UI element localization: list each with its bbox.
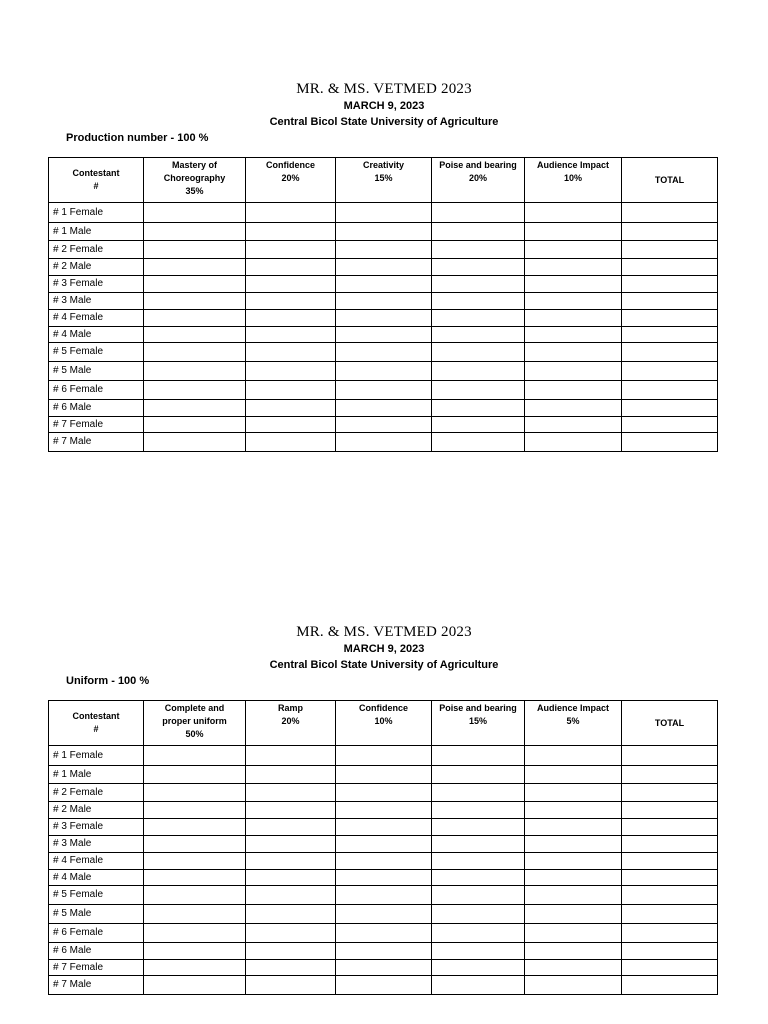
score-cell[interactable]: [144, 853, 246, 870]
score-cell[interactable]: [525, 293, 622, 310]
score-cell[interactable]: [144, 327, 246, 343]
header-line: Audience Impact: [536, 703, 610, 713]
total-cell[interactable]: [622, 417, 718, 433]
contestant-cell: # 1 Male: [49, 766, 144, 784]
total-cell[interactable]: [622, 381, 718, 400]
header-line: 35%: [185, 186, 204, 196]
header-line: Poise and bearing: [439, 160, 517, 170]
contestant-cell: # 2 Male: [49, 802, 144, 819]
total-cell[interactable]: [622, 293, 718, 310]
score-rows: [49, 203, 718, 452]
score-cell[interactable]: [432, 293, 525, 310]
total-cell[interactable]: [622, 905, 718, 924]
score-cell[interactable]: [144, 819, 246, 836]
table-row: [49, 853, 718, 870]
score-cell[interactable]: [336, 362, 432, 381]
total-cell[interactable]: [622, 327, 718, 343]
score-cell[interactable]: [336, 433, 432, 452]
header-row: [49, 158, 718, 203]
score-cell[interactable]: [246, 417, 336, 433]
score-cell[interactable]: [144, 400, 246, 417]
score-cell[interactable]: [336, 853, 432, 870]
header-line: Audience Impact: [536, 160, 610, 170]
score-cell[interactable]: [525, 886, 622, 905]
header-line: TOTAL: [654, 717, 685, 728]
score-cell[interactable]: [336, 766, 432, 784]
score-cell[interactable]: [525, 259, 622, 276]
score-cell[interactable]: [432, 343, 525, 362]
score-cell[interactable]: [246, 886, 336, 905]
total-cell[interactable]: [622, 766, 718, 784]
contestant-cell: # 1 Female: [49, 203, 144, 223]
contestant-cell: # 3 Male: [49, 836, 144, 853]
score-cell[interactable]: [144, 766, 246, 784]
score-cell[interactable]: [432, 853, 525, 870]
total-cell[interactable]: [622, 276, 718, 293]
contestant-cell: # 6 Female: [49, 924, 144, 943]
score-cell[interactable]: [336, 870, 432, 886]
score-cell[interactable]: [246, 905, 336, 924]
score-cell[interactable]: [525, 417, 622, 433]
score-cell[interactable]: [432, 802, 525, 819]
table-row: [49, 203, 718, 223]
header-line: #: [93, 724, 99, 734]
score-cell[interactable]: [525, 853, 622, 870]
score-cell[interactable]: [336, 924, 432, 943]
table-row: [49, 433, 718, 452]
contestant-cell: # 7 Female: [49, 960, 144, 976]
score-cell[interactable]: [144, 905, 246, 924]
table-row: [49, 960, 718, 976]
total-cell[interactable]: [622, 223, 718, 241]
contestant-cell: # 2 Male: [49, 259, 144, 276]
score-cell[interactable]: [336, 802, 432, 819]
score-cell[interactable]: [246, 241, 336, 259]
col-header-total: [622, 701, 718, 746]
score-cell[interactable]: [525, 223, 622, 241]
table-row: [49, 223, 718, 241]
contestant-cell: # 5 Male: [49, 362, 144, 381]
score-cell[interactable]: [432, 924, 525, 943]
score-cell[interactable]: [432, 976, 525, 995]
total-cell[interactable]: [622, 836, 718, 853]
total-cell[interactable]: [622, 310, 718, 327]
score-cell[interactable]: [336, 784, 432, 802]
score-cell[interactable]: [246, 327, 336, 343]
score-cell[interactable]: [525, 746, 622, 766]
header-line: Contestant: [72, 711, 120, 721]
score-cell[interactable]: [246, 784, 336, 802]
score-cell[interactable]: [246, 960, 336, 976]
col-header-criterion: [144, 158, 246, 203]
contestant-cell: # 4 Male: [49, 327, 144, 343]
score-cell[interactable]: [525, 343, 622, 362]
score-cell[interactable]: [144, 802, 246, 819]
score-cell[interactable]: [144, 746, 246, 766]
contestant-cell: # 2 Female: [49, 241, 144, 259]
table-row: [49, 241, 718, 259]
header-line: Contestant: [72, 168, 120, 178]
score-cell[interactable]: [144, 381, 246, 400]
total-cell[interactable]: [622, 362, 718, 381]
header-line: Poise and bearing: [439, 703, 517, 713]
header-row: [49, 701, 718, 746]
header-line: 20%: [281, 173, 300, 183]
score-cell[interactable]: [246, 400, 336, 417]
total-cell[interactable]: [622, 343, 718, 362]
score-cell[interactable]: [336, 343, 432, 362]
score-cell[interactable]: [432, 417, 525, 433]
score-cell[interactable]: [432, 203, 525, 223]
score-cell[interactable]: [336, 327, 432, 343]
score-cell[interactable]: [432, 327, 525, 343]
score-cell[interactable]: [336, 259, 432, 276]
header-line: Creativity: [362, 160, 405, 170]
contestant-cell: # 1 Female: [49, 746, 144, 766]
score-cell[interactable]: [432, 433, 525, 452]
total-cell[interactable]: [622, 886, 718, 905]
header-line: 15%: [468, 716, 487, 726]
score-cell[interactable]: [525, 362, 622, 381]
score-cell[interactable]: [144, 276, 246, 293]
score-cell[interactable]: [246, 746, 336, 766]
score-cell[interactable]: [246, 310, 336, 327]
score-cell[interactable]: [246, 836, 336, 853]
score-cell[interactable]: [144, 203, 246, 223]
score-cell[interactable]: [246, 381, 336, 400]
total-cell[interactable]: [622, 241, 718, 259]
header-line: Confidence: [265, 160, 315, 170]
col-header-criterion: [144, 701, 246, 746]
col-header-criterion: [246, 701, 336, 746]
score-cell[interactable]: [144, 241, 246, 259]
contestant-cell: # 6 Male: [49, 400, 144, 417]
score-cell[interactable]: [525, 381, 622, 400]
score-cell[interactable]: [246, 203, 336, 223]
header-line: proper uniform: [162, 716, 227, 726]
total-cell[interactable]: [622, 870, 718, 886]
score-cell[interactable]: [432, 310, 525, 327]
total-cell[interactable]: [622, 819, 718, 836]
score-cell[interactable]: [246, 853, 336, 870]
col-header-total: [622, 158, 718, 203]
score-cell[interactable]: [246, 259, 336, 276]
table-row: [49, 259, 718, 276]
table-row: [49, 417, 718, 433]
score-cell[interactable]: [432, 943, 525, 960]
total-cell[interactable]: [622, 853, 718, 870]
total-cell[interactable]: [622, 802, 718, 819]
score-cell[interactable]: [525, 976, 622, 995]
score-cell[interactable]: [336, 417, 432, 433]
total-cell[interactable]: [622, 976, 718, 995]
score-cell[interactable]: [525, 924, 622, 943]
score-cell[interactable]: [144, 924, 246, 943]
score-cell[interactable]: [246, 276, 336, 293]
table-row: [49, 836, 718, 853]
header-line: Mastery of: [171, 160, 217, 170]
score-cell[interactable]: [525, 241, 622, 259]
score-cell[interactable]: [525, 802, 622, 819]
score-cell[interactable]: [336, 223, 432, 241]
score-cell[interactable]: [246, 819, 336, 836]
col-header-criterion: [525, 701, 622, 746]
score-cell[interactable]: [432, 870, 525, 886]
table-row: [49, 766, 718, 784]
event-venue: Central Bicol State University of Agriculture: [269, 659, 499, 671]
score-cell[interactable]: [525, 433, 622, 452]
score-table: [48, 700, 718, 995]
score-cell[interactable]: [525, 327, 622, 343]
col-header-contestant: [49, 158, 144, 203]
header-line: TOTAL: [654, 174, 685, 185]
score-cell[interactable]: [432, 960, 525, 976]
score-cell[interactable]: [336, 836, 432, 853]
total-cell[interactable]: [622, 943, 718, 960]
header-line: 5%: [566, 716, 580, 726]
score-cell[interactable]: [144, 362, 246, 381]
score-cell[interactable]: [144, 870, 246, 886]
score-cell[interactable]: [144, 976, 246, 995]
score-cell[interactable]: [432, 905, 525, 924]
score-cell[interactable]: [432, 784, 525, 802]
table-row: [49, 819, 718, 836]
total-cell[interactable]: [622, 203, 718, 223]
score-cell[interactable]: [144, 433, 246, 452]
score-cell[interactable]: [432, 362, 525, 381]
col-header-criterion: [432, 701, 525, 746]
score-cell[interactable]: [144, 886, 246, 905]
score-cell[interactable]: [336, 960, 432, 976]
header-line: 15%: [374, 173, 393, 183]
col-header-contestant: [49, 701, 144, 746]
contestant-cell: # 7 Male: [49, 976, 144, 995]
score-cell[interactable]: [525, 766, 622, 784]
score-cell[interactable]: [432, 819, 525, 836]
table-row: [49, 976, 718, 995]
total-cell[interactable]: [622, 746, 718, 766]
col-header-criterion: [525, 158, 622, 203]
header-line: 10%: [374, 716, 393, 726]
table-row: [49, 400, 718, 417]
table-row: [49, 276, 718, 293]
header-line: Choreography: [163, 173, 226, 183]
contestant-cell: # 7 Female: [49, 417, 144, 433]
score-cell[interactable]: [525, 943, 622, 960]
score-cell[interactable]: [432, 276, 525, 293]
score-cell[interactable]: [144, 310, 246, 327]
score-cell[interactable]: [525, 310, 622, 327]
col-header-criterion: [336, 158, 432, 203]
total-cell[interactable]: [622, 400, 718, 417]
header-line: 50%: [185, 729, 204, 739]
score-cell[interactable]: [525, 960, 622, 976]
score-cell[interactable]: [432, 836, 525, 853]
score-cell[interactable]: [336, 381, 432, 400]
contestant-cell: # 6 Female: [49, 381, 144, 400]
total-cell[interactable]: [622, 960, 718, 976]
score-cell[interactable]: [336, 819, 432, 836]
table-row: [49, 293, 718, 310]
score-cell[interactable]: [336, 293, 432, 310]
score-cell[interactable]: [525, 400, 622, 417]
score-cell[interactable]: [525, 203, 622, 223]
score-cell[interactable]: [432, 259, 525, 276]
score-cell[interactable]: [246, 976, 336, 995]
table-row: [49, 381, 718, 400]
header-line: Complete and: [164, 703, 225, 713]
header-line: 20%: [281, 716, 300, 726]
score-cell[interactable]: [525, 836, 622, 853]
total-cell[interactable]: [622, 784, 718, 802]
score-cell[interactable]: [246, 943, 336, 960]
table-row: [49, 746, 718, 766]
score-cell[interactable]: [336, 400, 432, 417]
contestant-cell: # 1 Male: [49, 223, 144, 241]
score-cell[interactable]: [336, 241, 432, 259]
contestant-cell: # 4 Female: [49, 310, 144, 327]
score-cell[interactable]: [246, 362, 336, 381]
score-cell[interactable]: [525, 276, 622, 293]
score-cell[interactable]: [336, 976, 432, 995]
contestant-cell: # 4 Male: [49, 870, 144, 886]
event-date: MARCH 9, 2023: [343, 643, 425, 655]
contestant-cell: # 5 Female: [49, 343, 144, 362]
score-cell[interactable]: [336, 886, 432, 905]
score-cell[interactable]: [144, 960, 246, 976]
score-cell[interactable]: [525, 784, 622, 802]
table-row: [49, 784, 718, 802]
score-cell[interactable]: [432, 766, 525, 784]
contestant-cell: # 5 Male: [49, 905, 144, 924]
score-cell[interactable]: [246, 924, 336, 943]
category-label: Production number - 100 %: [66, 132, 209, 144]
table-row: [49, 802, 718, 819]
score-cell[interactable]: [432, 746, 525, 766]
contestant-cell: # 3 Male: [49, 293, 144, 310]
score-cell[interactable]: [246, 433, 336, 452]
score-cell[interactable]: [144, 343, 246, 362]
score-cell[interactable]: [246, 293, 336, 310]
event-venue: Central Bicol State University of Agriculture: [269, 116, 499, 128]
contestant-cell: # 6 Male: [49, 943, 144, 960]
score-cell[interactable]: [144, 784, 246, 802]
event-title: MR. & MS. VETMED 2023: [296, 624, 472, 640]
score-cell[interactable]: [246, 802, 336, 819]
col-header-criterion: [246, 158, 336, 203]
table-row: [49, 343, 718, 362]
table-row: [49, 943, 718, 960]
score-rows: [49, 746, 718, 995]
col-header-criterion: [432, 158, 525, 203]
score-cell[interactable]: [246, 766, 336, 784]
score-cell[interactable]: [525, 819, 622, 836]
table-row: [49, 924, 718, 943]
score-cell[interactable]: [432, 223, 525, 241]
score-cell[interactable]: [144, 417, 246, 433]
score-cell[interactable]: [525, 870, 622, 886]
score-cell[interactable]: [432, 381, 525, 400]
score-cell[interactable]: [336, 943, 432, 960]
header-line: #: [93, 181, 99, 191]
event-title: MR. & MS. VETMED 2023: [296, 81, 472, 97]
score-cell[interactable]: [144, 836, 246, 853]
score-cell[interactable]: [336, 746, 432, 766]
score-cell[interactable]: [246, 870, 336, 886]
col-header-criterion: [336, 701, 432, 746]
event-date: MARCH 9, 2023: [343, 100, 425, 112]
score-cell[interactable]: [336, 203, 432, 223]
total-cell[interactable]: [622, 433, 718, 452]
contestant-cell: # 4 Female: [49, 853, 144, 870]
score-cell[interactable]: [144, 223, 246, 241]
contestant-cell: # 3 Female: [49, 276, 144, 293]
score-cell[interactable]: [144, 259, 246, 276]
score-cell[interactable]: [336, 310, 432, 327]
table-row: [49, 362, 718, 381]
score-cell[interactable]: [432, 886, 525, 905]
score-cell[interactable]: [246, 343, 336, 362]
header-line: Ramp: [277, 703, 303, 713]
table-row: [49, 310, 718, 327]
score-cell[interactable]: [246, 223, 336, 241]
score-cell[interactable]: [525, 905, 622, 924]
header-line: Confidence: [358, 703, 408, 713]
total-cell[interactable]: [622, 259, 718, 276]
score-cell[interactable]: [336, 276, 432, 293]
table-row: [49, 886, 718, 905]
score-cell[interactable]: [432, 241, 525, 259]
total-cell[interactable]: [622, 924, 718, 943]
score-cell[interactable]: [336, 905, 432, 924]
contestant-cell: # 5 Female: [49, 886, 144, 905]
contestant-cell: # 3 Female: [49, 819, 144, 836]
score-table: [48, 157, 718, 452]
contestant-cell: # 2 Female: [49, 784, 144, 802]
score-cell[interactable]: [144, 943, 246, 960]
category-label: Uniform - 100 %: [66, 675, 150, 687]
table-row: [49, 870, 718, 886]
score-cell[interactable]: [432, 400, 525, 417]
table-row: [49, 327, 718, 343]
table-row: [49, 905, 718, 924]
header-line: 20%: [468, 173, 487, 183]
contestant-cell: # 7 Male: [49, 433, 144, 452]
score-cell[interactable]: [144, 293, 246, 310]
header-line: 10%: [563, 173, 582, 183]
